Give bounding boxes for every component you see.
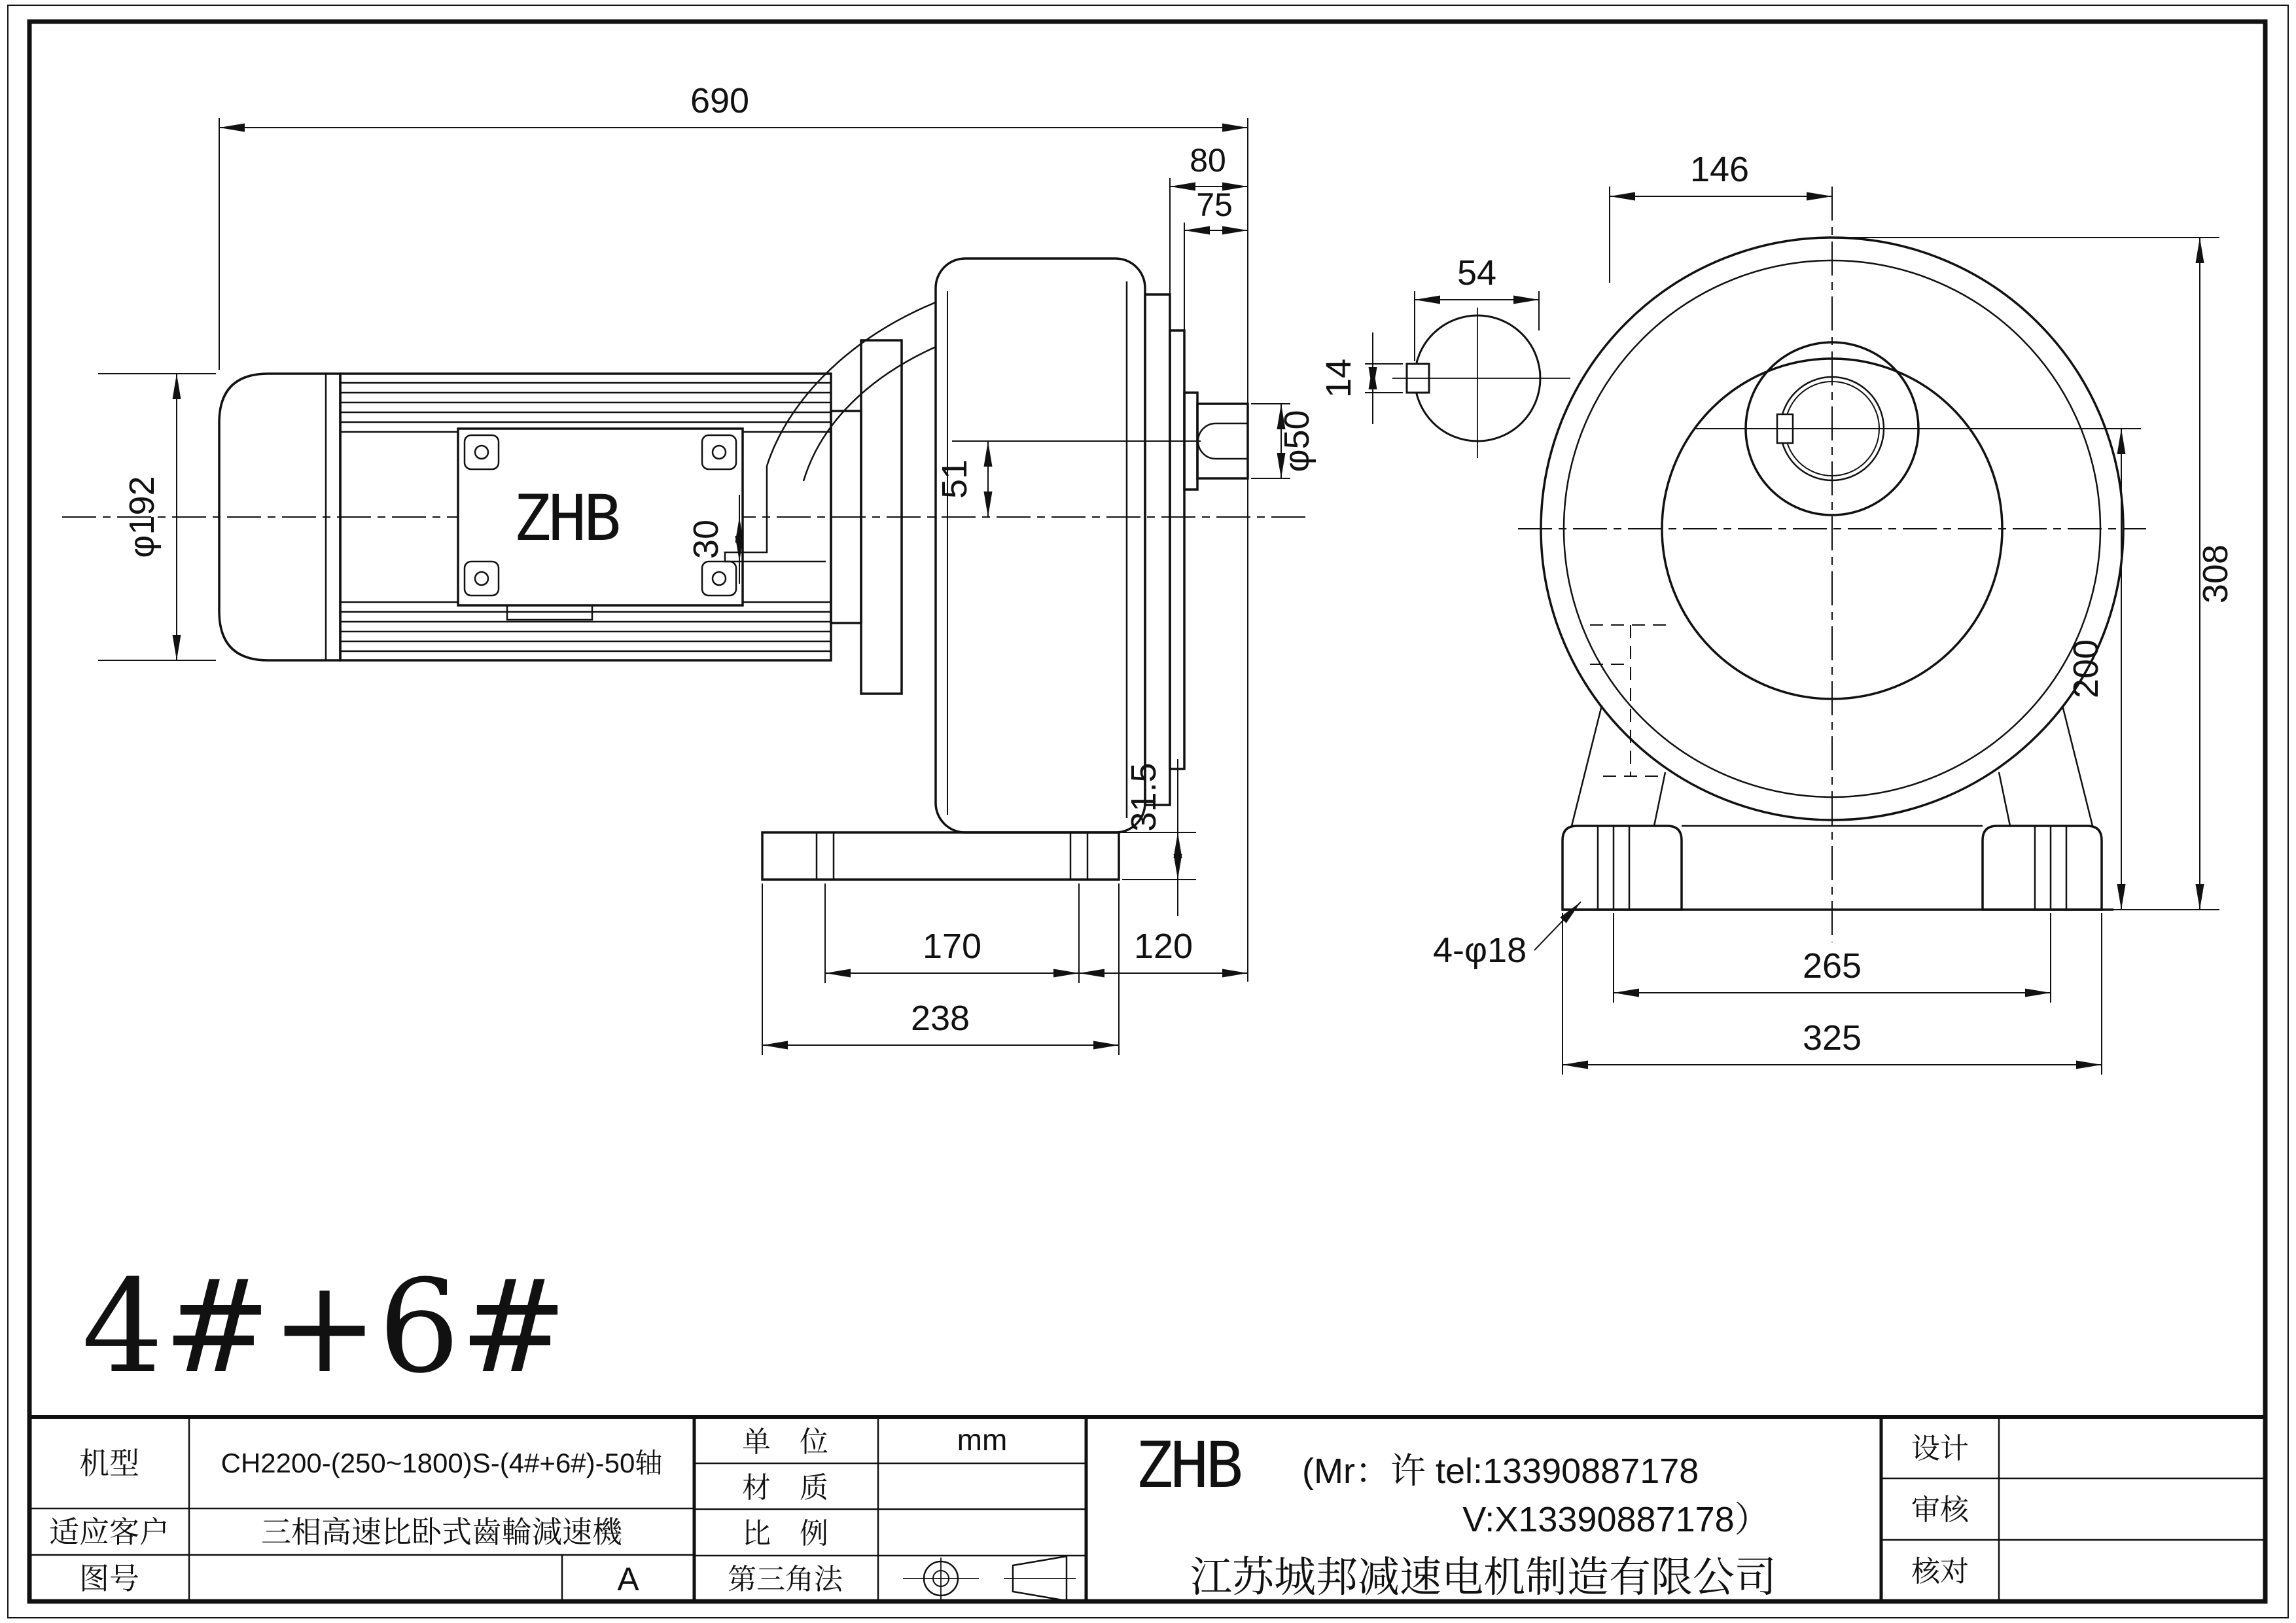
dim-phi192: φ192 bbox=[122, 476, 162, 558]
customer-label: 适应客户 bbox=[49, 1515, 169, 1549]
output-flange-2 bbox=[1170, 330, 1184, 769]
right-foot-pad bbox=[1983, 826, 2102, 910]
dim-325: 325 bbox=[1802, 1018, 1862, 1058]
housing-web-curve bbox=[767, 302, 936, 466]
scale-label: 比 例 bbox=[742, 1518, 828, 1550]
projection-label: 第三角法 bbox=[728, 1563, 843, 1596]
key-detail-view bbox=[1392, 308, 1570, 458]
dim-308: 308 bbox=[2196, 544, 2235, 604]
front-view bbox=[1518, 187, 2146, 942]
side-view bbox=[62, 259, 1309, 880]
dim-146: 146 bbox=[1689, 150, 1750, 189]
check-label: 核对 bbox=[1911, 1556, 1969, 1588]
output-flange-1 bbox=[1145, 294, 1170, 805]
dim-80: 80 bbox=[1190, 142, 1226, 179]
drawing-no-label: 图号 bbox=[79, 1561, 139, 1596]
dim-14: 14 bbox=[1319, 358, 1358, 399]
dim-31-5: 31.5 bbox=[1124, 762, 1163, 832]
dim-690: 690 bbox=[690, 81, 750, 120]
output-shaft bbox=[1197, 404, 1248, 478]
dim-120: 120 bbox=[1133, 927, 1193, 966]
company-brand: ZHB bbox=[1135, 1429, 1241, 1502]
dim-170: 170 bbox=[922, 927, 982, 966]
motor-brand-label: ZHB bbox=[513, 482, 619, 555]
company-contact: (Mr：许 tel:13390887178 bbox=[1302, 1452, 1699, 1491]
third-angle-symbol bbox=[903, 1556, 1076, 1601]
hidden-detail bbox=[1590, 625, 1672, 776]
unit-label: 单 位 bbox=[742, 1426, 828, 1458]
dim-200: 200 bbox=[2066, 639, 2106, 699]
left-foot-pad bbox=[1563, 826, 1682, 910]
dim-265: 265 bbox=[1802, 946, 1862, 986]
dim-51: 51 bbox=[935, 459, 974, 499]
customer-value: 三相高速比卧式齒輪減速機 bbox=[261, 1515, 622, 1549]
mounting-holes-leader bbox=[1534, 902, 1581, 950]
dim-75: 75 bbox=[1196, 187, 1233, 223]
company-name: 江苏城邦减速电机制造有限公司 bbox=[1190, 1554, 1776, 1601]
side-view-dim-labels bbox=[122, 81, 1316, 1038]
model-value: CH2200-(250~1800)S-(4#+6#)-50轴 bbox=[221, 1448, 663, 1478]
front-view-dim-labels bbox=[1319, 150, 2235, 1058]
base-bolt-slots bbox=[817, 832, 1087, 880]
shaft-keyway bbox=[1198, 423, 1248, 459]
review-label: 审核 bbox=[1911, 1494, 1969, 1526]
unit-value: mm bbox=[957, 1423, 1008, 1457]
revision-value: A bbox=[617, 1561, 639, 1597]
dim-54: 54 bbox=[1457, 253, 1497, 293]
design-label: 设计 bbox=[1911, 1433, 1969, 1465]
label-4-phi18: 4-φ18 bbox=[1433, 931, 1527, 970]
model-label: 机型 bbox=[79, 1446, 139, 1480]
dim-phi50: φ50 bbox=[1277, 410, 1316, 473]
company-contact-line2: V:X13390887178） bbox=[1462, 1500, 1770, 1539]
dim-30: 30 bbox=[686, 519, 726, 560]
material-label: 材 质 bbox=[742, 1472, 828, 1504]
dim-238: 238 bbox=[910, 999, 970, 1038]
size-annotation: 4#+6# bbox=[82, 1253, 568, 1402]
title-block-text bbox=[49, 1423, 1970, 1601]
gearbox-housing bbox=[936, 259, 1145, 832]
